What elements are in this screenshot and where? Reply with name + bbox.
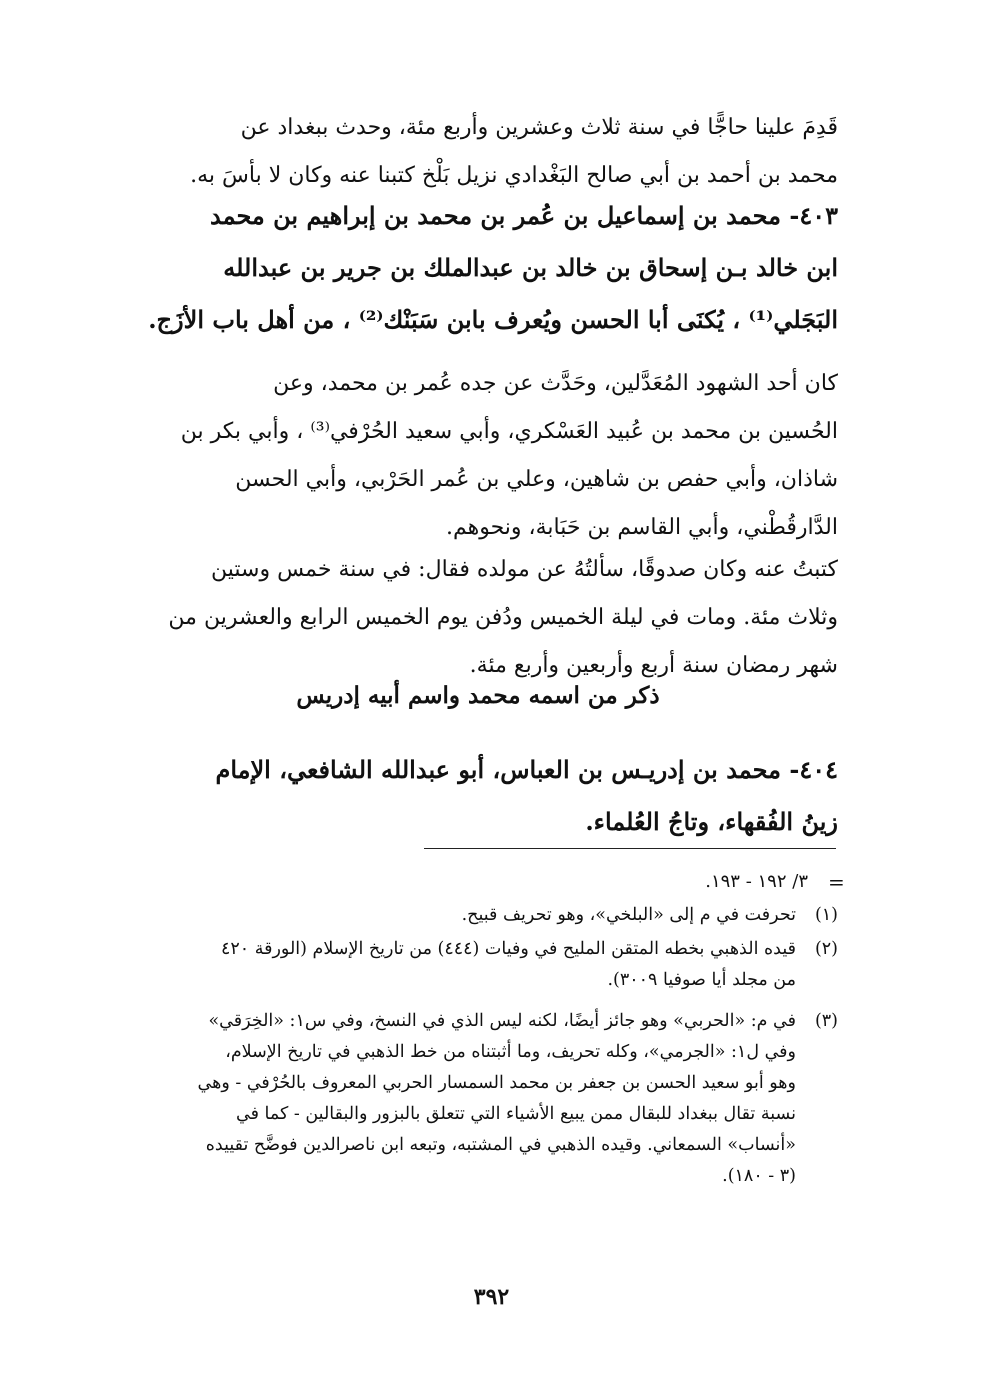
footnote-line: نسبة تقال ببغداد للبقال ممن يبيع الأشياء التي تتعلق بالبزور والبقالين - كما في [236, 1104, 796, 1124]
text-line: شاذان، وأبي حفص بن شاهين، وعلي بن عُمر الحَرْبي، وأبي الحسن [235, 467, 838, 492]
footnote-number: (١) [814, 905, 838, 925]
footnote-number: (٢) [814, 939, 838, 959]
footnote-continuation: ٣/ ١٩٢ - ١٩٣. [705, 871, 808, 892]
footnote-2 [118, 934, 838, 996]
text-line: كان أحد الشهود المُعَدَّلين، وحَدَّث عن جده عُمر بن محمد، وعن [273, 371, 838, 396]
footnote-line: قيده الذهبي بخطه المتقن المليح في وفيات (٤٤٤) من تاريخ الإسلام (الورقة ٤٢٠ [220, 939, 796, 959]
narration-paragraph [118, 360, 838, 552]
page-number: ٣٩٢ [473, 1284, 510, 1310]
entry-403 [118, 190, 838, 346]
text-line: محمد بن أحمد بن أبي صالح البَغْدادي نزيل بَلْخ كتبنا عنه وكان لا بأسَ به. [190, 163, 838, 188]
section-heading: ذكر من اسمه محمد واسم أبيه إدريس [296, 682, 660, 709]
footnote-line: وفي ل١: «الجرمي»، وكله تحريف، وما أثبتناه من خط الذهبي في تاريخ الإسلام، [225, 1042, 796, 1062]
footnote-continuation-mark: = [828, 870, 845, 894]
entry-line: ابن خالد بـن إسحاق بن خالد بن عبدالملك بن جرير بن عبدالله [223, 253, 838, 282]
text-line: وثلاث مئة. ومات في ليلة الخميس ودُفن يوم الخميس الرابع والعشرين من [168, 605, 838, 630]
footnote-line: تحرفت في م إلى «البلخي»، وهو تحريف قبيح. [461, 905, 796, 925]
footnote-1 [118, 900, 838, 931]
footnote-line: من مجلد أيا صوفيا ٣٠٠٩). [607, 970, 796, 990]
footnote-line: في م: «الحربي» وهو جائز أيضًا، لكنه ليس الذي في النسخ، وفي س١: «الخِرَقي» [208, 1011, 796, 1031]
entry-line: زينُ الفُقهاء، وتاجُ العُلماء. [585, 807, 838, 836]
entry-line: ٤٠٣- محمد بن إسماعيل بن عُمر بن محمد بن إبراهيم بن محمد [209, 201, 838, 230]
text-line: شهر رمضان سنة أربع وأربعين وأربع مئة. [469, 653, 838, 678]
intro-paragraph [118, 104, 838, 200]
text-line: كتبتُ عنه وكان صدوقًا، سألتُهُ عن مولده فقال: في سنة خمس وستين [211, 557, 838, 582]
footnote-divider [424, 848, 836, 849]
text-line: الدَّارقُطْني، وأبي القاسم بن حَبَابة، ونحوهم. [445, 515, 838, 540]
entry-line: البَجَلي⁽¹⁾ ، يُكنَى أبا الحسن ويُعرف بابن سَبَنْك⁽²⁾ ، من أهل باب الأزَج. [148, 305, 838, 334]
footnote-number: (٣) [814, 1011, 838, 1031]
footnote-line: «أنساب» السمعاني. وقيده الذهبي في المشتبه، وتبعه ابن ناصرالدين فوضَّح تقييده [205, 1135, 796, 1155]
footnote-3 [118, 1006, 838, 1192]
footnote-line: وهو أبو سعيد الحسن بن جعفر بن محمد السمسار الحربي المعروف بالحُرْفي - وهي [197, 1073, 796, 1093]
entry-line: ٤٠٤- محمد بن إدريـس بن العباس، أبو عبدالله الشافعي، الإمام [215, 755, 838, 784]
text-line: الحُسين بن محمد بن عُبيد العَسْكري، وأبي سعيد الحُرْفي⁽³⁾ ، وأبي بكر بن [180, 419, 838, 444]
text-line: قَدِمَ علينا حاجًّا في سنة ثلاث وعشرين وأربع مئة، وحدث ببغداد عن [240, 115, 838, 140]
entry-404 [118, 744, 838, 848]
death-paragraph [118, 546, 838, 690]
footnote-line: (٣ - ١٨٠). [722, 1166, 796, 1186]
